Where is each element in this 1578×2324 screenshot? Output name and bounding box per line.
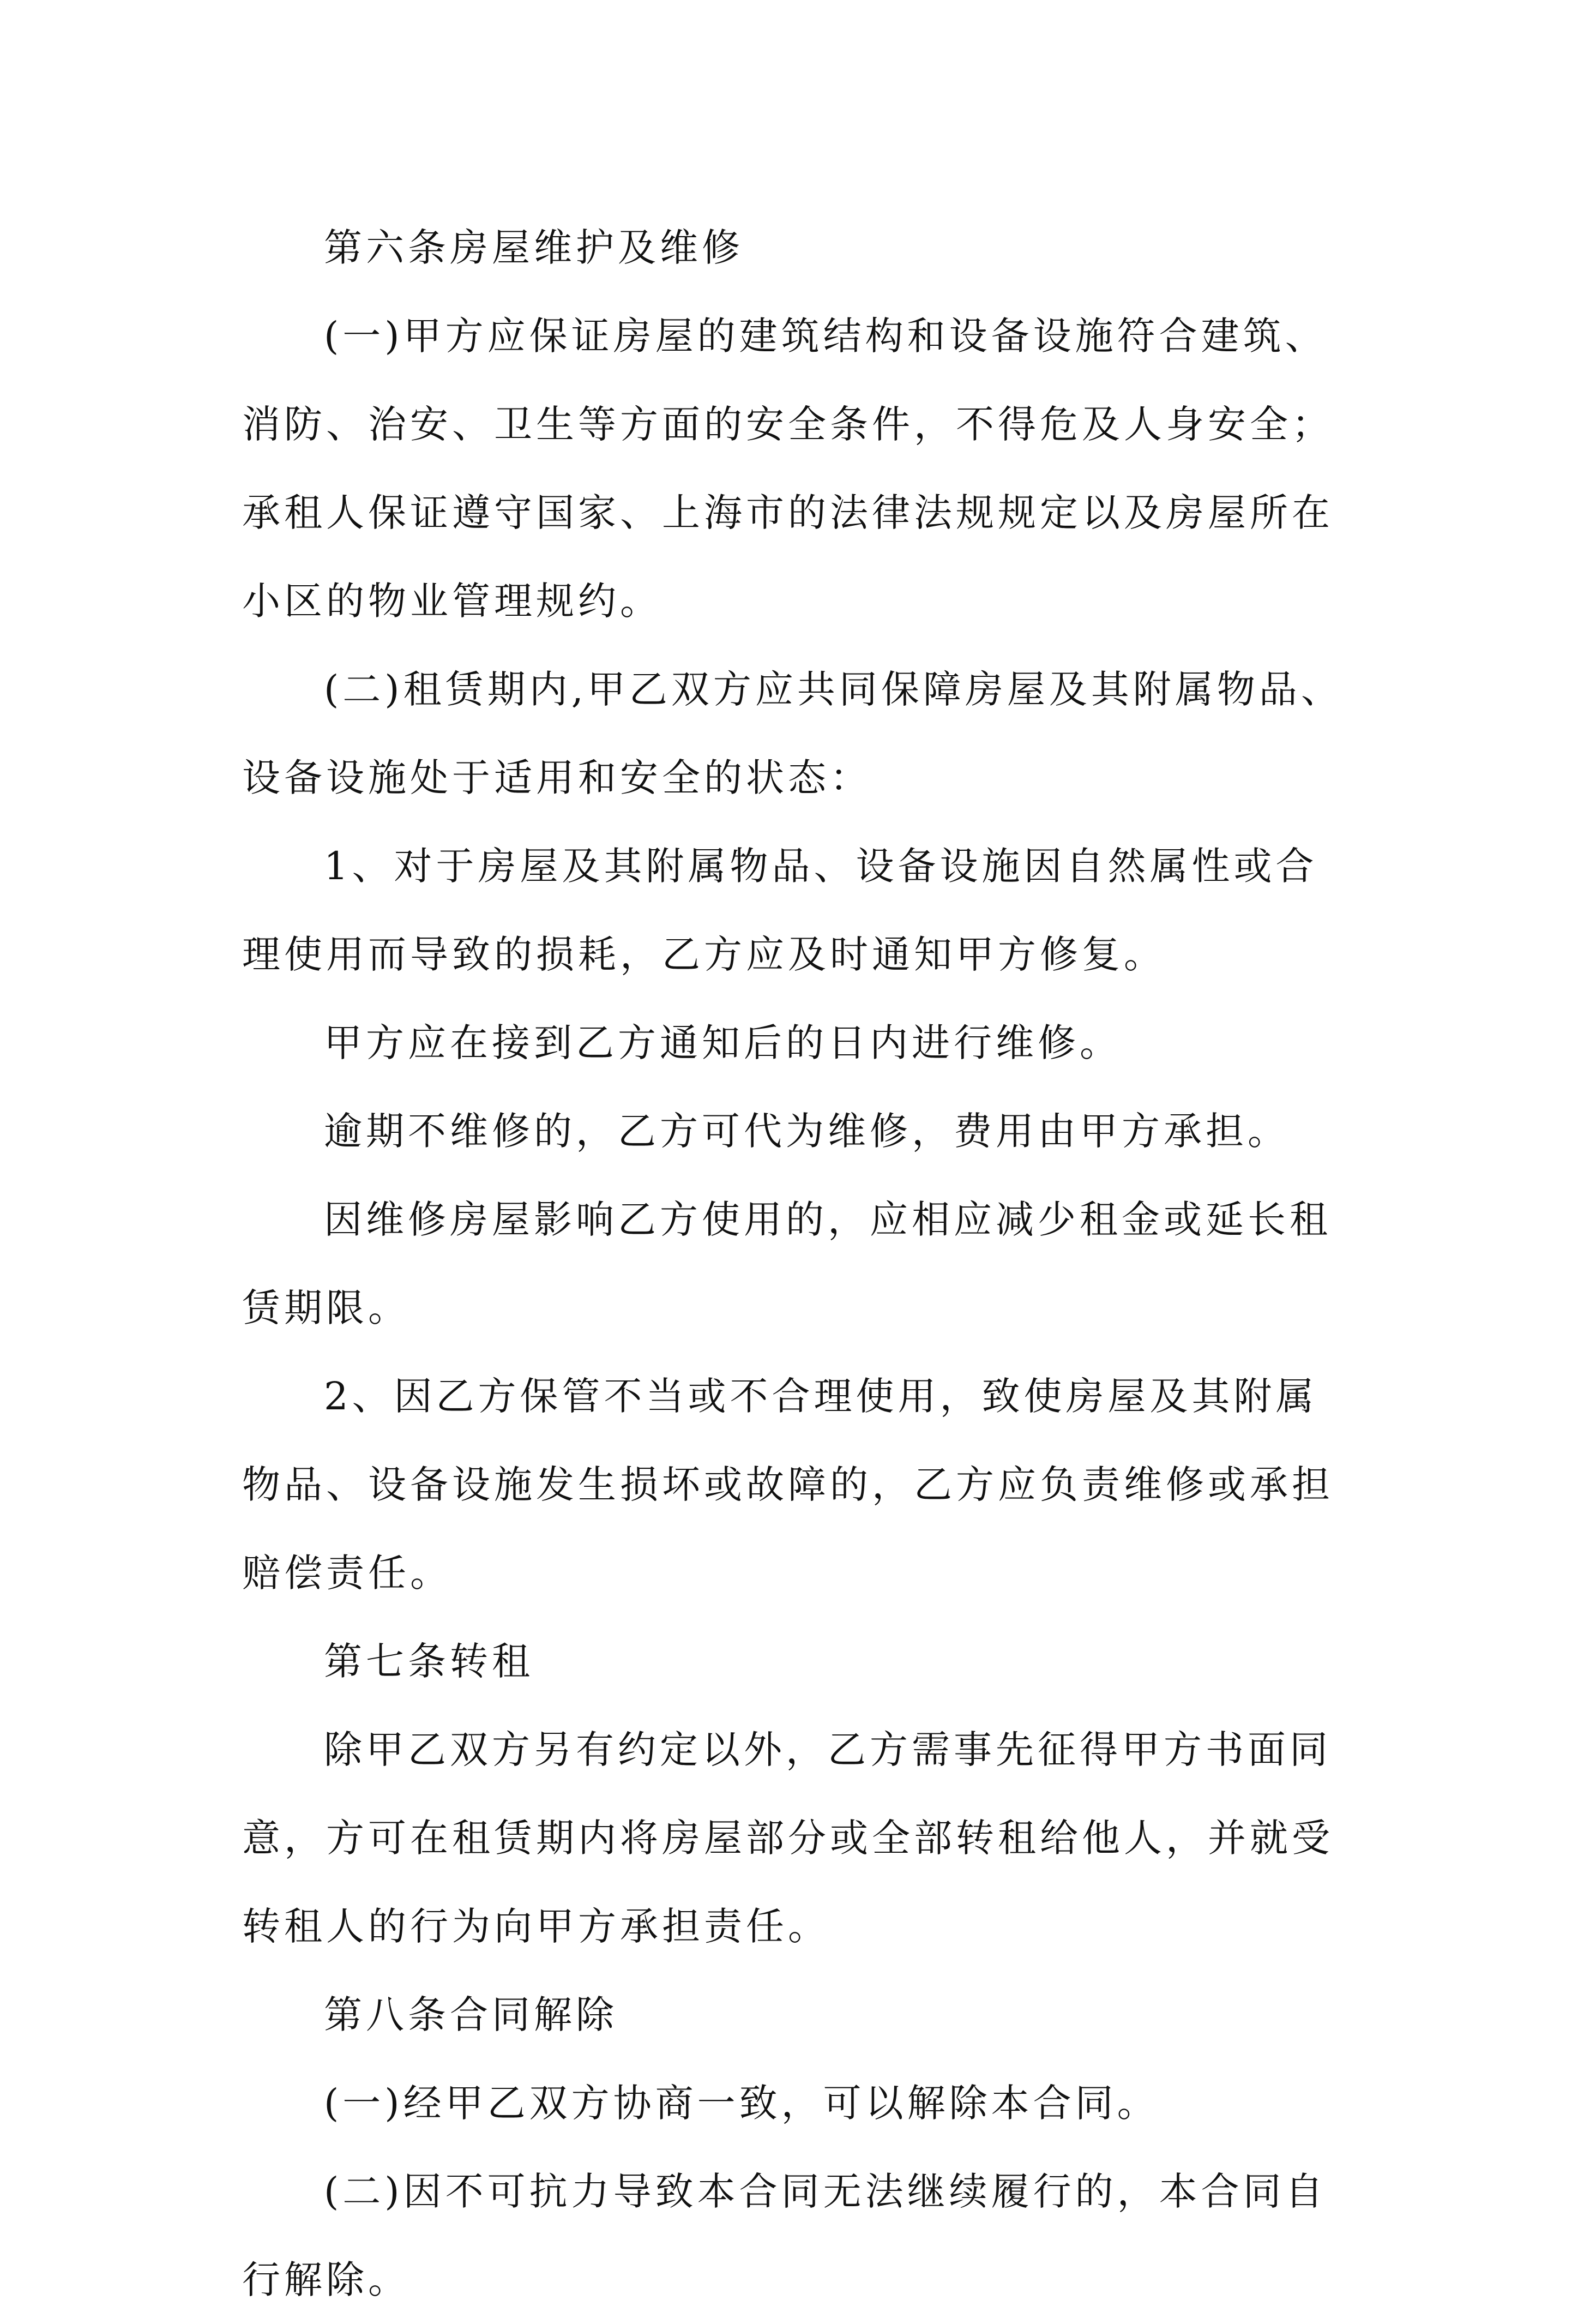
paragraph-line: 承租人保证遵守国家、上海市的法律法规规定以及房屋所在	[242, 490, 1334, 535]
paragraph-line: 甲方应在接到乙方通知后的日内进行维修。	[324, 1020, 1122, 1065]
paragraph-line: 赁期限。	[242, 1286, 410, 1330]
paragraph-line: 赔偿责任。	[242, 1551, 452, 1595]
paragraph-line: (二)租赁期内,甲乙双方应共同保障房屋及其附属物品、	[324, 667, 1343, 712]
paragraph-line: 小区的物业管理规约。	[242, 579, 662, 623]
paragraph-line: 1、对于房屋及其附属物品、设备设施因自然属性或合	[324, 844, 1318, 888]
paragraph-line: 行解除。	[242, 2257, 410, 2302]
paragraph-line: 设备设施处于适用和安全的状态：	[242, 755, 872, 800]
paragraph-line: 2、因乙方保管不当或不合理使用，致使房屋及其附属	[324, 1374, 1318, 1419]
paragraph-line: (一)甲方应保证房屋的建筑结构和设备设施符合建筑、	[324, 314, 1327, 358]
heading-article-8: 第八条合同解除	[324, 1992, 618, 2037]
paragraph-line: 消防、治安、卫生等方面的安全条件，不得危及人身安全；	[242, 402, 1334, 447]
paragraph-line: 意，方可在租赁期内将房屋部分或全部转租给他人，并就受	[242, 1816, 1334, 1860]
paragraph-line: 逾期不维修的，乙方可代为维修，费用由甲方承担。	[324, 1109, 1290, 1154]
paragraph-line: 除甲乙双方另有约定以外，乙方需事先征得甲方书面同	[324, 1727, 1332, 1772]
heading-article-7: 第七条转租	[324, 1639, 534, 1684]
paragraph-line: 理使用而导致的损耗，乙方应及时通知甲方修复。	[242, 932, 1166, 977]
paragraph-line: 转租人的行为向甲方承担责任。	[242, 1904, 830, 1949]
paragraph-line: (二)因不可抗力导致本合同无法继续履行的，本合同自	[324, 2169, 1327, 2214]
paragraph-line: (一)经甲乙双方协商一致，可以解除本合同。	[324, 2081, 1159, 2125]
document-body	[242, 203, 1344, 2324]
paragraph-line: 因维修房屋影响乙方使用的，应相应减少租金或延长租	[324, 1197, 1332, 1242]
heading-article-6: 第六条房屋维护及维修	[324, 225, 744, 270]
paragraph-line: 物品、设备设施发生损坏或故障的，乙方应负责维修或承担	[242, 1462, 1334, 1507]
